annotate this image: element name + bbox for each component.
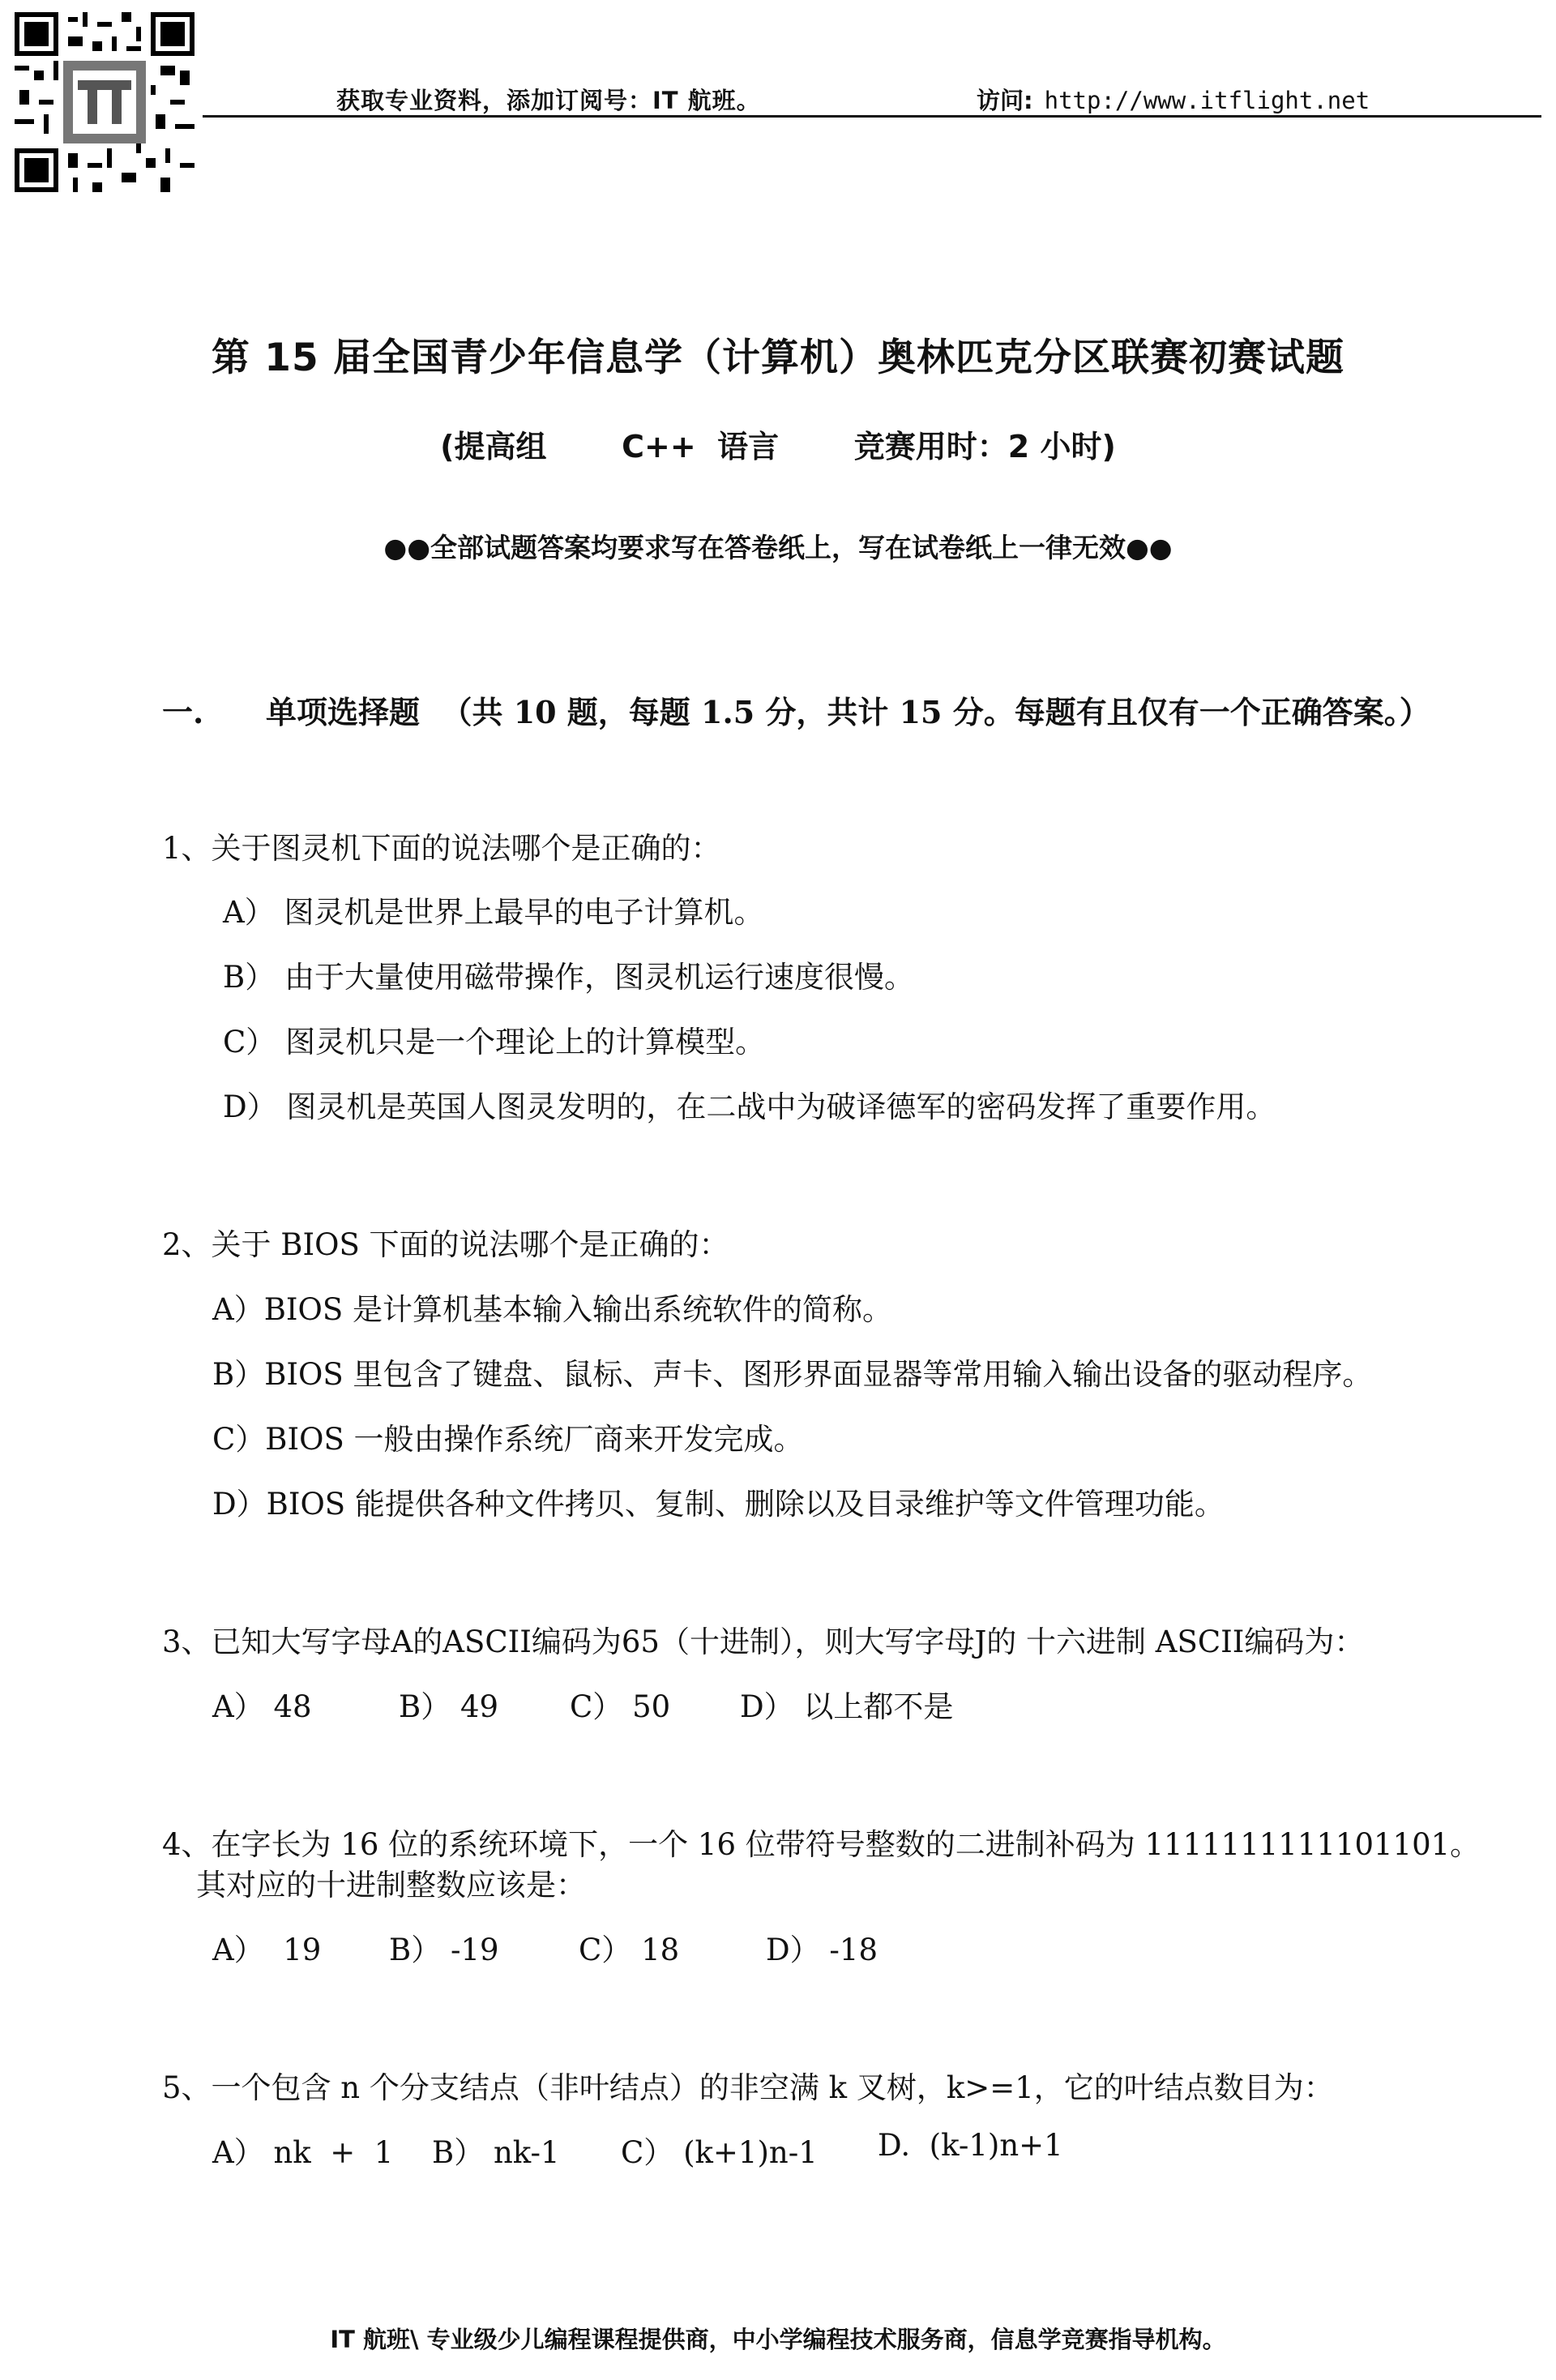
question-1-stem: 1、关于图灵机下面的说法哪个是正确的：	[162, 831, 721, 866]
question-5-option-a: A） nk + 1	[212, 2135, 394, 2170]
question-3-option-c: C） 50	[570, 1689, 671, 1724]
header-divider	[203, 115, 1541, 118]
header-promo-text: 获取专业资料，添加订阅号：IT 航班。	[336, 87, 761, 114]
question-4-option-b: B） -19	[389, 1933, 499, 1967]
header-url-link[interactable]: http://www.itflight.net	[1044, 87, 1370, 114]
question-2-option-d: D）BIOS 能提供各种文件拷贝、复制、删除以及目录维护等文件管理功能。	[212, 1487, 1225, 1522]
header-visit	[977, 83, 1370, 116]
exam-notice: ●●全部试题答案均要求写在答卷纸上，写在试卷纸上一律无效●●	[383, 532, 1173, 563]
question-1-option-c: C） 图灵机只是一个理论上的计算模型。	[223, 1025, 766, 1059]
section-text: 单项选择题 （共 10 题，每题 1.5 分，共计 15 分。每题有且仅有一个正确答案。）	[266, 694, 1430, 730]
section-number: 一.	[162, 694, 204, 730]
question-3-option-a: A） 48	[212, 1689, 312, 1724]
question-1-option-a: A） 图灵机是世界上最早的电子计算机。	[223, 895, 764, 930]
header-visit-label: 访问:	[977, 87, 1033, 114]
exam-subtitle: (提高组 C++ 语言 竞赛用时：2 小时)	[440, 429, 1116, 464]
question-2-option-c: C）BIOS 一般由操作系统厂商来开发完成。	[212, 1422, 804, 1457]
question-5-option-b: B） nk-1	[432, 2135, 560, 2170]
question-4-stem: 4、在字长为 16 位的系统环境下，一个 16 位带符号整数的二进制补码为 1111111111101101。	[162, 1827, 1481, 1862]
question-1-option-b: B） 由于大量使用磁带操作，图灵机运行速度很慢。	[223, 960, 914, 995]
question-5-stem: 5、一个包含 n 个分支结点（非叶结点）的非空满 k 叉树，k>=1，它的叶结点数目为：	[162, 2070, 1334, 2105]
question-2-option-a: A）BIOS 是计算机基本输入输出系统软件的简称。	[212, 1292, 892, 1327]
page-footer: IT 航班\ 专业级少儿编程课程提供商，中小学编程技术服务商，信息学竞赛指导机构。	[330, 2326, 1226, 2353]
question-4-option-d: D） -18	[766, 1933, 878, 1967]
qr-code-logo	[15, 12, 194, 192]
question-2-option-b: B）BIOS 里包含了键盘、鼠标、声卡、图形界面显器等常用输入输出设备的驱动程序。	[212, 1357, 1373, 1392]
question-3-stem: 3、已知大写字母A的ASCII编码为65（十进制），则大写字母J的 十六进制 ASCII编码为：	[162, 1624, 1365, 1659]
question-5-option-d: D. (k-1)n+1	[878, 2128, 1063, 2163]
question-5-option-c: C） (k+1)n-1	[621, 2135, 818, 2170]
exam-title: 第 15 届全国青少年信息学（计算机）奥林匹克分区联赛初赛试题	[211, 336, 1345, 380]
section-heading	[162, 687, 1430, 732]
question-4-stem-continued: 其对应的十进制整数应该是：	[196, 1868, 586, 1903]
question-1-option-d: D） 图灵机是英国人图灵发明的，在二战中为破译德军的密码发挥了重要作用。	[223, 1089, 1276, 1124]
question-3-option-b: B） 49	[399, 1689, 499, 1724]
question-3-option-d: D） 以上都不是	[740, 1689, 954, 1724]
question-4-option-c: C） 18	[579, 1933, 680, 1967]
question-2-stem: 2、关于 BIOS 下面的说法哪个是正确的：	[162, 1227, 729, 1262]
question-4-option-a: A） 19	[212, 1933, 322, 1967]
